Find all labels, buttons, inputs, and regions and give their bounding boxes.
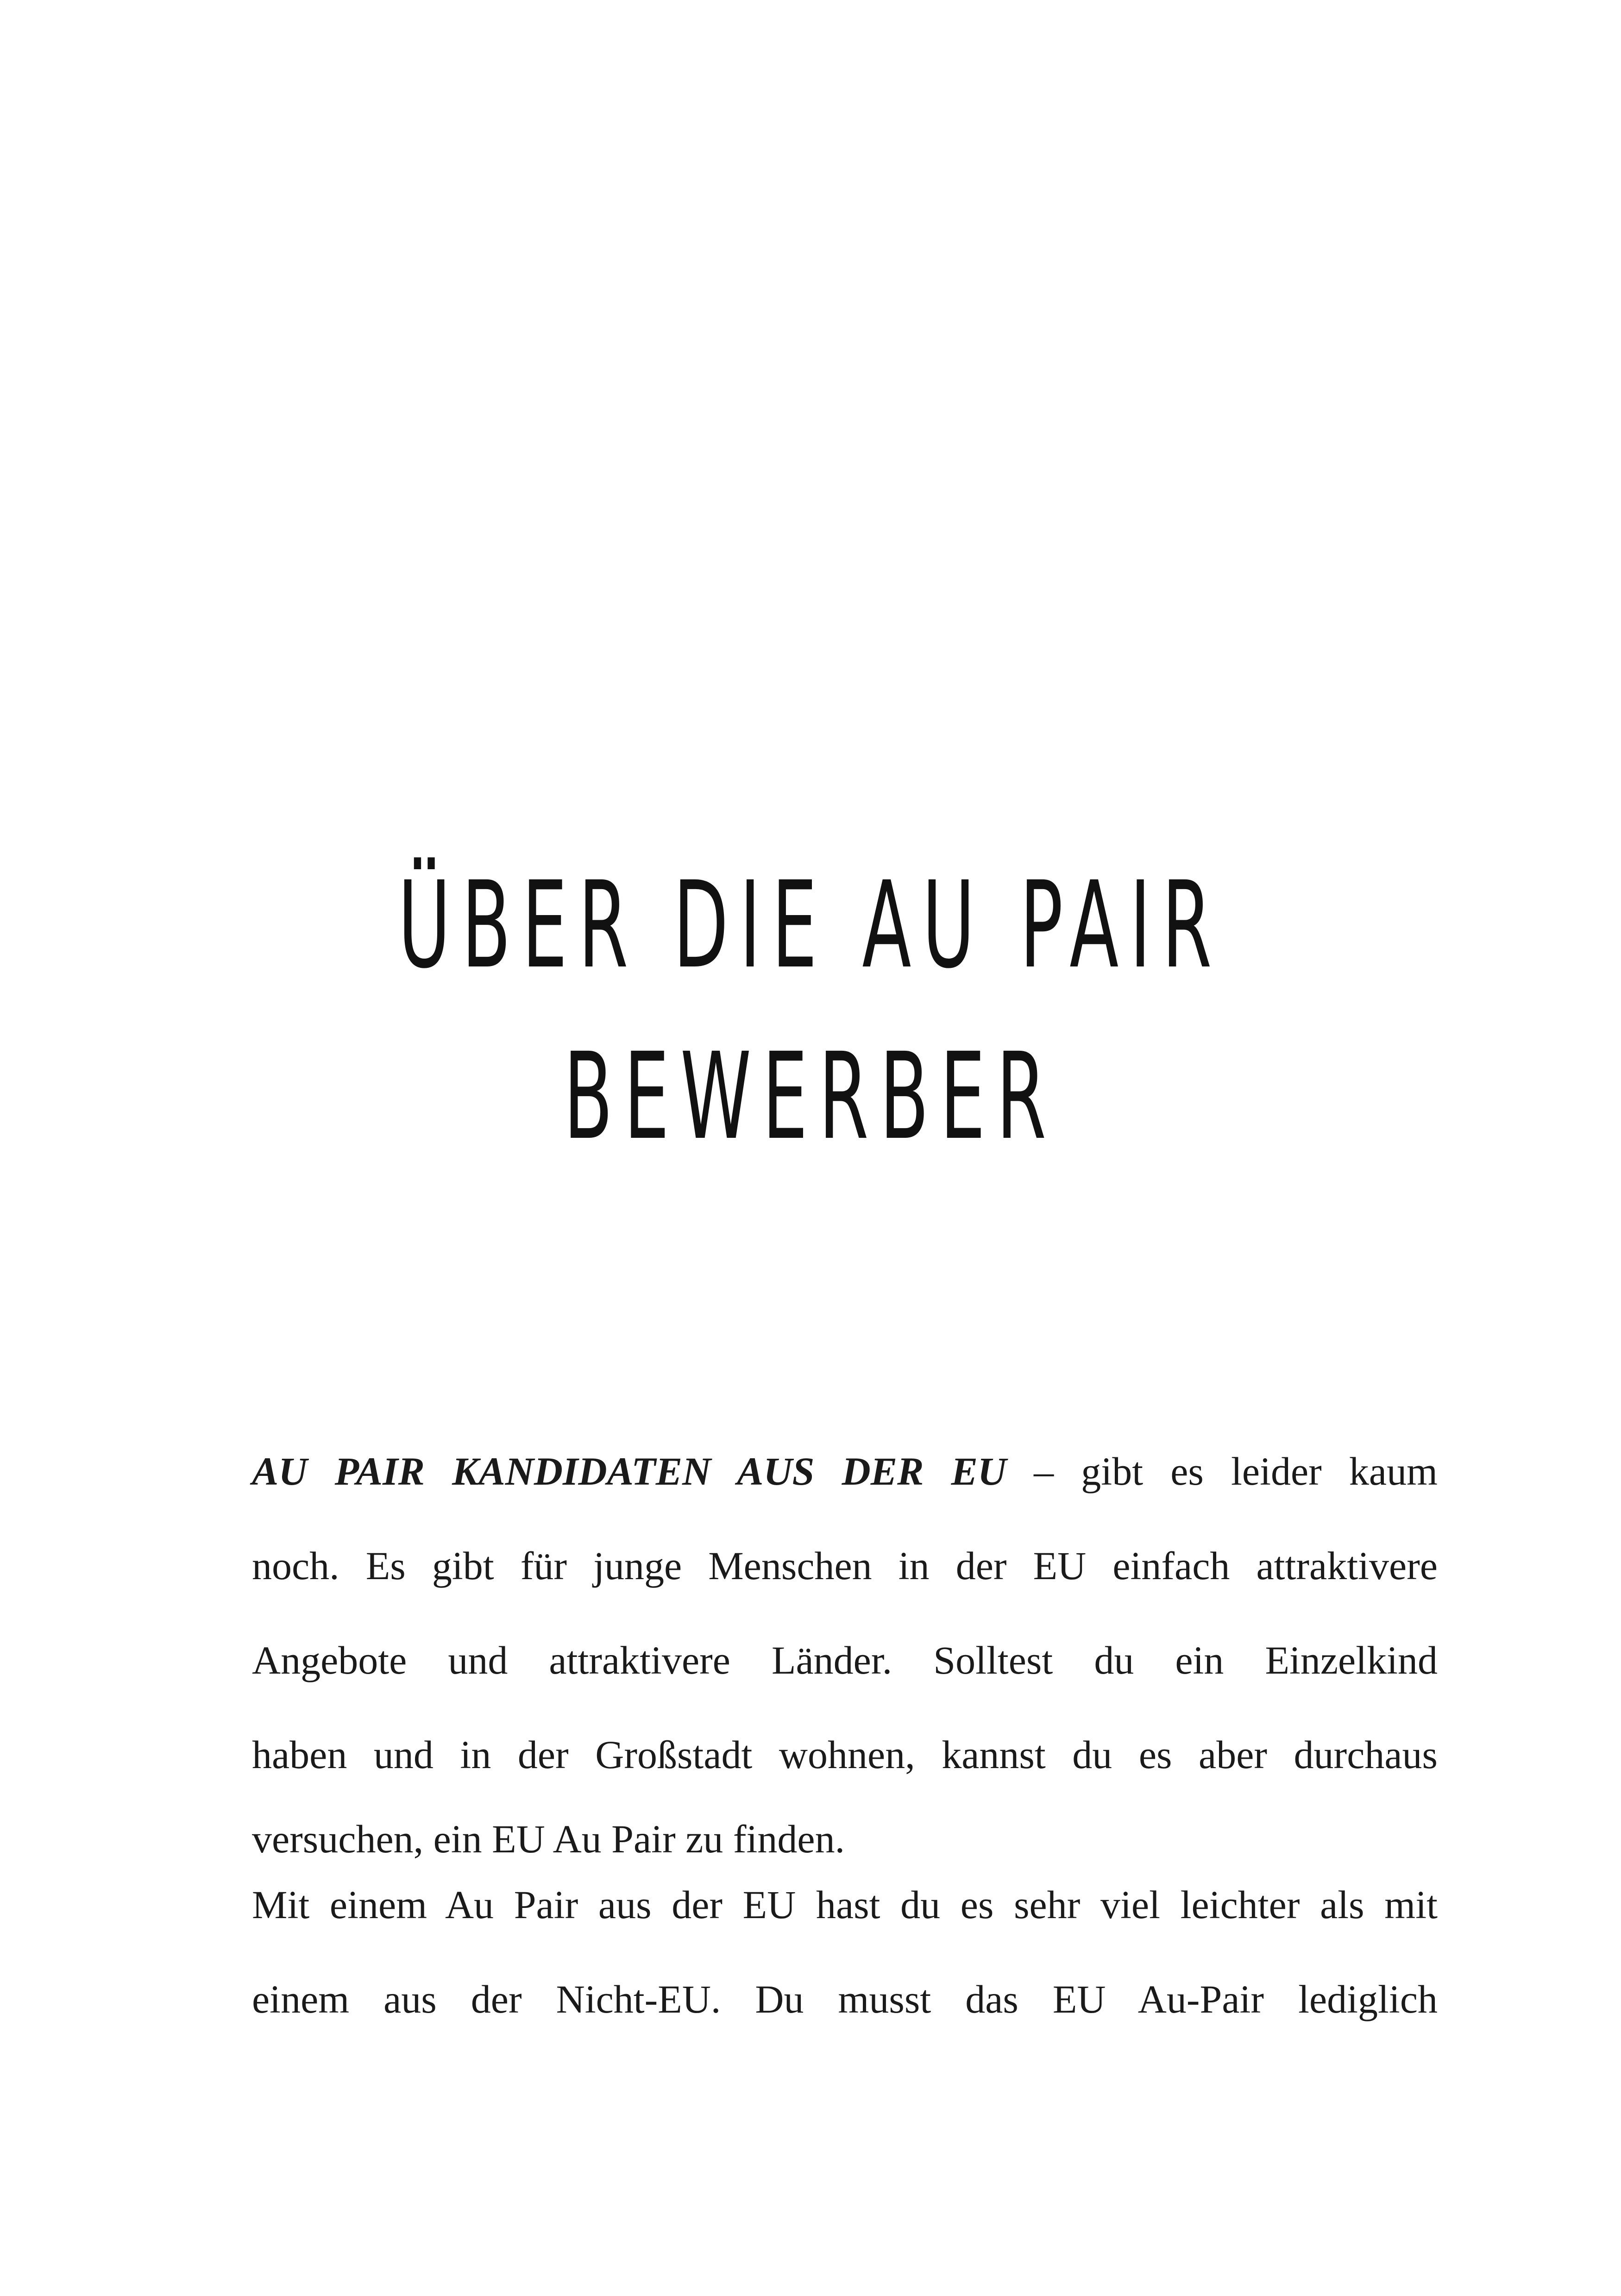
lead-heading: AU PAIR KANDIDATEN AUS DER EU [252, 1449, 1007, 1493]
body-line-1-text: – gibt es leider kaum [1006, 1449, 1438, 1493]
body-text [252, 1424, 1438, 2046]
body-line-7: einem aus der Nicht-EU. Du musst das EU Au-Pair lediglich [252, 1977, 1438, 2021]
body-line-5: versuchen, ein EU Au Pair zu finden. [252, 1817, 845, 1861]
chapter-title-line-1: ÜBER DIE AU PAIR [398, 855, 1223, 995]
body-line-6: Mit einem Au Pair aus der EU hast du es sehr viel leichter als mit [252, 1882, 1438, 1927]
chapter-title-line-2: BEWERBER [563, 1027, 1057, 1166]
body-line-1 [252, 1424, 1438, 1518]
body-line-3: Angebote und attraktivere Länder. Solltest du ein Einzelkind [252, 1638, 1438, 1682]
body-line-4: haben und in der Großstadt wohnen, kannst du es aber durchaus [252, 1732, 1438, 1777]
chapter-title [324, 840, 1297, 1182]
body-line-2: noch. Es gibt für junge Menschen in der EU einfach attraktivere [252, 1543, 1438, 1588]
